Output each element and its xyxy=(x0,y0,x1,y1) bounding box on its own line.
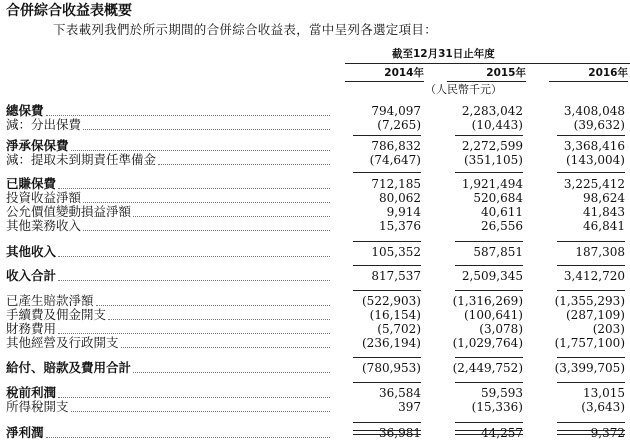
value-cell: 40,611 xyxy=(481,205,523,219)
sum-rule xyxy=(455,135,523,136)
value-cell: (1,029,764) xyxy=(452,336,523,350)
value-cell: (100,641) xyxy=(464,308,523,322)
row-profit-before-tax xyxy=(0,386,630,400)
value-cell: (780,953) xyxy=(362,361,421,375)
sum-rule xyxy=(455,172,523,173)
sum-rule xyxy=(455,382,523,383)
row-other-business-income xyxy=(0,219,630,233)
year-header-2014: 2014年 xyxy=(384,67,424,79)
sum-rule xyxy=(455,422,523,423)
row-label: 公允價值變動損益淨額 xyxy=(6,204,132,219)
row-label: 已產生賠款淨額 xyxy=(6,293,94,308)
sum-rule xyxy=(455,241,523,242)
dot-leader xyxy=(46,436,330,438)
value-cell: 397 xyxy=(398,400,421,414)
value-cell: 36,981 xyxy=(379,426,421,440)
value-cell: 15,376 xyxy=(379,219,421,233)
value-cell: 41,843 xyxy=(583,205,625,219)
sum-rule xyxy=(557,290,625,291)
value-cell: 587,851 xyxy=(473,245,523,259)
unit-label: （人民幣千元） xyxy=(425,83,502,96)
sum-rule xyxy=(455,265,523,266)
dot-leader xyxy=(121,346,330,348)
row-label: 已賺保費 xyxy=(6,176,57,191)
value-cell: 794,097 xyxy=(371,104,421,118)
value-cell: (1,355,293) xyxy=(554,294,625,308)
value-cell: (10,443) xyxy=(471,118,523,132)
value-cell: 3,408,048 xyxy=(563,104,625,118)
value-cell: 520,684 xyxy=(473,191,523,205)
year-header-2016: 2016年 xyxy=(588,67,628,79)
sum-rule xyxy=(557,357,625,358)
period-header: 截至12月31日止年度 xyxy=(392,48,495,60)
value-cell: 9,372 xyxy=(590,426,625,440)
value-cell: (2,449,752) xyxy=(452,361,523,375)
value-cell: (15,336) xyxy=(471,400,523,414)
row-investment-income xyxy=(0,191,630,205)
sum-rule xyxy=(557,382,625,383)
sum-rule xyxy=(557,172,625,173)
sum-rule xyxy=(353,135,421,136)
year-underline xyxy=(345,81,424,82)
value-cell: 13,015 xyxy=(583,386,625,400)
value-cell: 80,062 xyxy=(379,191,421,205)
value-cell: 105,352 xyxy=(371,245,421,259)
value-cell: (3,399,705) xyxy=(554,361,625,375)
value-cell: 9,914 xyxy=(386,205,421,219)
sum-rule xyxy=(557,422,625,423)
value-cell: 2,272,599 xyxy=(461,139,523,153)
row-label: 總保費 xyxy=(6,103,44,118)
row-net-profit xyxy=(0,426,630,440)
row-label: 其他經營及行政開支 xyxy=(6,335,119,350)
sum-rule xyxy=(353,172,421,173)
year-underline xyxy=(549,81,628,82)
value-cell: 2,283,042 xyxy=(461,104,523,118)
row-label: 其他業務收入 xyxy=(6,218,82,233)
year-header-2015: 2015年 xyxy=(486,67,526,79)
sum-rule xyxy=(353,422,421,423)
row-commission-expenses xyxy=(0,308,630,322)
value-cell: 187,308 xyxy=(575,245,625,259)
sum-rule xyxy=(353,265,421,266)
value-cell: 36,584 xyxy=(379,386,421,400)
sum-rule xyxy=(557,241,625,242)
row-net-written-premiums xyxy=(0,139,630,153)
value-cell: 817,537 xyxy=(371,269,421,283)
row-total-premiums xyxy=(0,104,630,118)
row-label: 給付、賠款及費用合計 xyxy=(6,360,132,375)
row-label: 所得稅開支 xyxy=(6,399,69,414)
row-label: 減：提取未到期責任準備金 xyxy=(6,152,157,167)
value-cell: 98,624 xyxy=(583,191,625,205)
value-cell: (7,265) xyxy=(377,118,421,132)
dot-leader xyxy=(158,163,330,165)
value-cell: (236,194) xyxy=(362,336,421,350)
double-underline xyxy=(455,430,523,435)
row-unearned-reserve xyxy=(0,153,630,167)
sum-rule xyxy=(353,382,421,383)
value-cell: (1,316,269) xyxy=(452,294,523,308)
year-underline xyxy=(447,81,526,82)
row-operating-admin-expenses xyxy=(0,336,630,350)
sum-rule xyxy=(455,290,523,291)
sum-rule xyxy=(557,135,625,136)
dot-leader xyxy=(133,371,330,373)
row-label: 財務費用 xyxy=(6,321,57,336)
value-cell: 3,368,416 xyxy=(563,139,625,153)
value-cell: 712,185 xyxy=(371,177,421,191)
sum-rule xyxy=(455,357,523,358)
dot-leader xyxy=(96,304,330,306)
value-cell: 2,509,345 xyxy=(461,269,523,283)
row-fair-value-gains xyxy=(0,205,630,219)
row-finance-costs xyxy=(0,322,630,336)
dot-leader xyxy=(108,318,330,320)
value-cell: (3,078) xyxy=(479,322,523,336)
value-cell: (74,647) xyxy=(369,153,421,167)
dot-leader xyxy=(58,396,330,398)
dot-leader xyxy=(58,255,330,257)
value-cell: (522,903) xyxy=(362,294,421,308)
row-ceded-premiums xyxy=(0,118,630,132)
dot-leader xyxy=(71,410,330,412)
row-label: 淨承保保費 xyxy=(6,138,69,153)
row-label: 減：分出保費 xyxy=(6,117,82,132)
value-cell: (143,004) xyxy=(566,153,625,167)
sum-rule xyxy=(353,241,421,242)
period-underline xyxy=(345,63,630,64)
value-cell: 3,225,412 xyxy=(563,177,625,191)
row-label: 稅前利潤 xyxy=(6,385,57,400)
double-underline xyxy=(353,430,421,435)
value-cell: (16,154) xyxy=(369,308,421,322)
row-total-income xyxy=(0,269,630,283)
dot-leader xyxy=(46,114,330,116)
value-cell: (5,702) xyxy=(377,322,421,336)
dot-leader xyxy=(71,149,330,151)
row-earned-premiums xyxy=(0,177,630,191)
value-cell: (1,757,100) xyxy=(554,336,625,350)
sum-rule xyxy=(353,357,421,358)
value-cell: 46,841 xyxy=(583,219,625,233)
dot-leader xyxy=(133,215,330,217)
value-cell: 59,593 xyxy=(481,386,523,400)
row-label: 其他收入 xyxy=(6,244,57,259)
dot-leader xyxy=(58,187,330,189)
sum-rule xyxy=(557,265,625,266)
value-cell: (39,632) xyxy=(573,118,625,132)
value-cell: 3,412,720 xyxy=(563,269,625,283)
intro-paragraph: 下表載列我們於所示期間的合併綜合收益表，當中呈列各選定項目： xyxy=(53,22,438,37)
sum-rule xyxy=(353,290,421,291)
row-label: 手續費及佣金開支 xyxy=(6,307,107,322)
row-other-income xyxy=(0,245,630,259)
dot-leader xyxy=(58,279,330,281)
value-cell: 44,257 xyxy=(481,426,523,440)
row-label: 淨利潤 xyxy=(6,425,44,440)
value-cell: (351,105) xyxy=(464,153,523,167)
value-cell: 1,921,494 xyxy=(461,177,523,191)
dot-leader xyxy=(58,332,330,334)
value-cell: (203) xyxy=(592,322,625,336)
row-income-tax xyxy=(0,400,630,414)
dot-leader xyxy=(83,229,330,231)
row-label: 投資收益淨額 xyxy=(6,190,82,205)
row-net-claims xyxy=(0,294,630,308)
row-label: 收入合計 xyxy=(6,268,57,283)
dot-leader xyxy=(83,201,330,203)
value-cell: (3,643) xyxy=(581,400,625,414)
page-title: 合併綜合收益表概要 xyxy=(6,3,132,19)
double-underline xyxy=(557,430,625,435)
dot-leader xyxy=(83,128,330,130)
value-cell: (287,109) xyxy=(566,308,625,322)
value-cell: 26,556 xyxy=(481,219,523,233)
value-cell: 786,832 xyxy=(371,139,421,153)
row-total-expenses xyxy=(0,361,630,375)
